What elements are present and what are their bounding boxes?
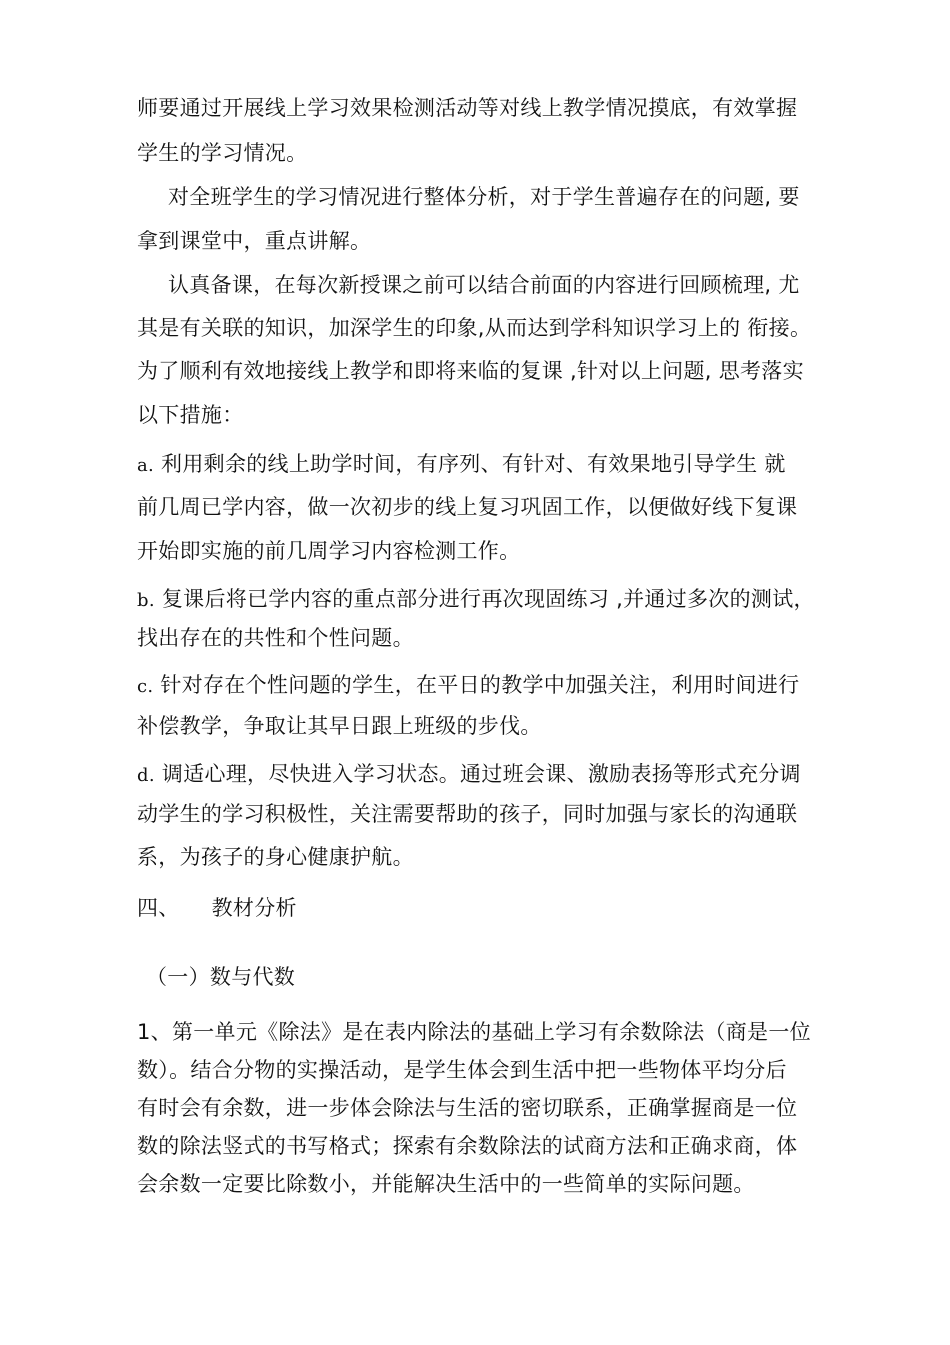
paragraph-line: 师要通过开展线上学习效果检测活动等对线上教学情况摸底，有效掌握: [137, 96, 798, 120]
measure-a-line: [137, 449, 786, 481]
paragraph-line: 拿到课堂中，重点讲解。: [137, 229, 372, 253]
unit-paragraph-line: 会余数一定要比除数小，并能解决生活中的一些简单的实际问题。: [137, 1172, 755, 1196]
measure-line: 前几周已学内容，做一次初步的线上复习巩固工作，以便做好线下复课: [137, 495, 798, 519]
paragraph-line: 为了顺利有效地接线上教学和即将来临的复课 ,针对以上问题, 思考落实: [137, 359, 804, 383]
unit-paragraph-line: 数的除法竖式的书写格式；探索有余数除法的试商方法和正确求商，体: [137, 1134, 798, 1158]
measure-line: 找出存在的共性和个性问题。: [137, 626, 414, 650]
measure-line: 补偿教学，争取让其早日跟上班级的步伐。: [137, 714, 542, 738]
unit-paragraph-line: 数）。结合分物的实操活动，是学生体会到生活中把一些物体平均分后: [137, 1058, 787, 1082]
subsection-heading: （一）数与代数: [146, 965, 296, 989]
unit-paragraph-line: 1、第一单元《除法》是在表内除法的基础上学习有余数除法（商是一位: [137, 1020, 811, 1044]
list-marker-b: b.: [137, 590, 155, 611]
list-marker-a: a.: [137, 455, 155, 476]
measure-line: 动学生的学习积极性，关注需要帮助的孩子，同时加强与家长的沟通联: [137, 802, 798, 826]
measure-line: 系，为孩子的身心健康护航。: [137, 845, 414, 869]
paragraph-line: 其是有关联的知识，加深学生的印象,从而达到学科知识学习上的 衔接。: [137, 316, 812, 340]
paragraph-line: 对全班学生的学习情况进行整体分析，对于学生普遍存在的问题, 要: [168, 185, 800, 209]
section-title: 教材分析: [211, 896, 297, 920]
measure-text: 复课后将已学内容的重点部分进行再次现固练习 ,并通过多次的测试，: [161, 587, 815, 611]
paragraph-line: 以下措施：: [137, 403, 244, 427]
section-number: 四、: [137, 896, 180, 920]
measure-line: 开始即实施的前几周学习内容检测工作。: [137, 539, 521, 563]
unit-paragraph-line: 有时会有余数，进一步体会除法与生活的密切联系，正确掌握商是一位: [137, 1096, 798, 1120]
list-marker-d: d.: [137, 765, 155, 786]
measure-text: 针对存在个性问题的学生，在平日的教学中加强关注，利用时间进行: [160, 673, 800, 697]
paragraph-line: 学生的学习情况。: [137, 141, 308, 165]
paragraph-line: 认真备课，在每次新授课之前可以结合前面的内容进行回顾梳理, 尤: [168, 273, 800, 297]
measure-text: 利用剩余的线上助学时间，有序列、有针对、有效果地引导学生 就: [161, 452, 786, 476]
list-marker-c: c.: [137, 676, 154, 697]
measure-c-line: [137, 670, 799, 702]
measure-b-line: [137, 584, 815, 616]
measure-text: 调适心理，尽快进入学习状态。通过班会课、激励表扬等形式充分调: [161, 762, 801, 786]
measure-d-line: [137, 759, 801, 791]
section-heading: [137, 893, 297, 923]
